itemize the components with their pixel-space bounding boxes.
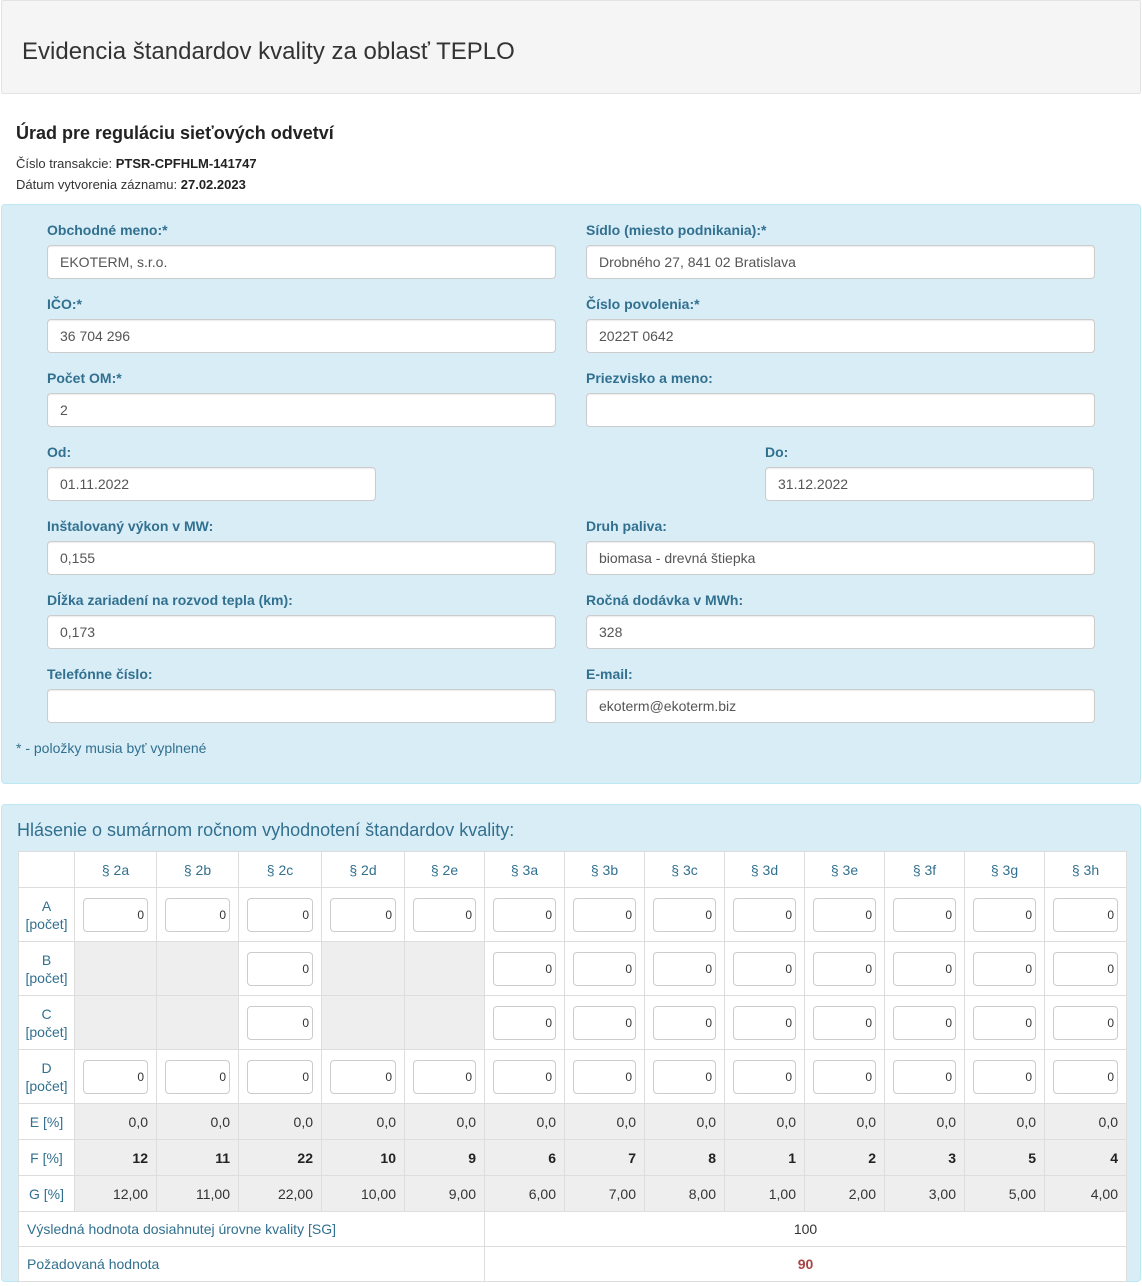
disabled-cell bbox=[157, 942, 239, 996]
report-value-row bbox=[19, 1140, 1127, 1176]
count-input[interactable]: 0 bbox=[493, 898, 556, 932]
input-cell bbox=[805, 942, 885, 996]
value-cell: 7 bbox=[565, 1140, 645, 1176]
report-title: Hlásenie o sumárnom ročnom vyhodnotení štandardov kvality: bbox=[17, 820, 515, 840]
count-input[interactable]: 0 bbox=[83, 1060, 148, 1094]
input-cell bbox=[885, 942, 965, 996]
value-cell: 0,0 bbox=[725, 1104, 805, 1140]
power-input[interactable]: 0,155 bbox=[47, 541, 556, 575]
value-cell: 10 bbox=[322, 1140, 405, 1176]
count-input[interactable]: 0 bbox=[653, 952, 716, 986]
input-cell bbox=[565, 942, 645, 996]
input-cell bbox=[805, 996, 885, 1050]
value-cell: 6,00 bbox=[485, 1176, 565, 1212]
row-label: D bbox=[41, 1059, 52, 1076]
input-cell bbox=[1045, 888, 1127, 942]
count-input[interactable]: 0 bbox=[813, 952, 876, 986]
report-input-row bbox=[19, 1050, 1127, 1104]
transaction-value: PTSR-CPFHLM-141747 bbox=[115, 156, 257, 171]
value-cell: 4,00 bbox=[1045, 1176, 1127, 1212]
person-name-label: Priezvisko a meno: bbox=[586, 370, 713, 386]
value-cell: 0,0 bbox=[405, 1104, 485, 1140]
row-label: G [%] bbox=[19, 1176, 75, 1212]
input-cell bbox=[885, 888, 965, 942]
count-input[interactable]: 0 bbox=[1053, 898, 1118, 932]
value-cell: 0,0 bbox=[965, 1104, 1045, 1140]
column-header: § 2d bbox=[322, 852, 405, 888]
input-cell bbox=[725, 942, 805, 996]
required-note: * - položky musia byť vyplnené bbox=[16, 740, 207, 756]
value-cell: 3 bbox=[885, 1140, 965, 1176]
value-cell: 1,00 bbox=[725, 1176, 805, 1212]
report-input-row bbox=[19, 942, 1127, 996]
value-cell: 22 bbox=[239, 1140, 322, 1176]
column-header: § 3e bbox=[805, 852, 885, 888]
value-cell: 22,00 bbox=[239, 1176, 322, 1212]
created-value: 27.02.2023 bbox=[180, 177, 246, 192]
count-input[interactable]: 0 bbox=[893, 1060, 956, 1094]
disabled-cell bbox=[322, 996, 405, 1050]
row-label: C bbox=[41, 1005, 52, 1022]
input-cell bbox=[239, 1050, 322, 1104]
column-header: § 2e bbox=[405, 852, 485, 888]
value-cell: 0,0 bbox=[565, 1104, 645, 1140]
count-input[interactable]: 0 bbox=[330, 1060, 396, 1094]
permit-label: Číslo povolenia:* bbox=[586, 296, 700, 312]
input-cell bbox=[645, 942, 725, 996]
input-cell bbox=[75, 888, 157, 942]
input-cell bbox=[645, 1050, 725, 1104]
power-label: Inštalovaný výkon v MW: bbox=[47, 518, 214, 534]
value-cell: 2,00 bbox=[805, 1176, 885, 1212]
input-cell bbox=[157, 1050, 239, 1104]
date-from-input[interactable]: 01.11.2022 bbox=[47, 467, 376, 501]
row-unit: [počet] bbox=[25, 915, 68, 932]
length-label: Dĺžka zariadení na rozvod tepla (km): bbox=[47, 592, 293, 608]
person-name-input[interactable] bbox=[586, 393, 1095, 427]
date-to-input[interactable]: 31.12.2022 bbox=[765, 467, 1094, 501]
count-input[interactable]: 0 bbox=[653, 898, 716, 932]
transaction-line bbox=[16, 156, 257, 172]
value-cell: 4 bbox=[1045, 1140, 1127, 1176]
annual-supply-input[interactable]: 328 bbox=[586, 615, 1095, 649]
email-label: E-mail: bbox=[586, 666, 633, 682]
value-cell: 2 bbox=[805, 1140, 885, 1176]
count-input[interactable]: 0 bbox=[1053, 1060, 1118, 1094]
count-input[interactable]: 0 bbox=[893, 898, 956, 932]
count-input[interactable]: 0 bbox=[493, 1060, 556, 1094]
value-cell: 0,0 bbox=[157, 1104, 239, 1140]
value-cell: 0,0 bbox=[485, 1104, 565, 1140]
input-cell bbox=[485, 996, 565, 1050]
value-cell: 5,00 bbox=[965, 1176, 1045, 1212]
report-table bbox=[18, 851, 1127, 1282]
result-label: Výsledná hodnota dosiahnutej úrovne kvality [SG] bbox=[19, 1212, 485, 1247]
disabled-cell bbox=[405, 996, 485, 1050]
count-input[interactable]: 0 bbox=[330, 898, 396, 932]
value-cell: 1 bbox=[725, 1140, 805, 1176]
row-label: F [%] bbox=[19, 1140, 75, 1176]
input-cell bbox=[725, 996, 805, 1050]
value-cell: 3,00 bbox=[885, 1176, 965, 1212]
column-header: § 2a bbox=[75, 852, 157, 888]
count-input[interactable]: 0 bbox=[165, 898, 230, 932]
disabled-cell bbox=[405, 942, 485, 996]
count-input[interactable]: 0 bbox=[813, 1006, 876, 1040]
column-header: § 3h bbox=[1045, 852, 1127, 888]
count-input[interactable]: 0 bbox=[493, 1006, 556, 1040]
value-cell: 11,00 bbox=[157, 1176, 239, 1212]
created-line bbox=[16, 177, 246, 193]
disabled-cell bbox=[157, 996, 239, 1050]
count-input[interactable]: 0 bbox=[733, 1060, 796, 1094]
count-input[interactable]: 0 bbox=[973, 1060, 1036, 1094]
value-cell: 7,00 bbox=[565, 1176, 645, 1212]
length-input[interactable]: 0,173 bbox=[47, 615, 556, 649]
column-header: § 3c bbox=[645, 852, 725, 888]
input-cell bbox=[485, 1050, 565, 1104]
report-value-row bbox=[19, 1104, 1127, 1140]
value-cell: 12 bbox=[75, 1140, 157, 1176]
count-input[interactable]: 0 bbox=[493, 952, 556, 986]
column-header: § 3f bbox=[885, 852, 965, 888]
input-cell bbox=[805, 1050, 885, 1104]
count-input[interactable]: 0 bbox=[733, 1006, 796, 1040]
input-cell bbox=[239, 996, 322, 1050]
value-cell: 0,0 bbox=[885, 1104, 965, 1140]
value-cell: 5 bbox=[965, 1140, 1045, 1176]
report-header-row bbox=[19, 852, 1127, 888]
row-unit: [počet] bbox=[25, 969, 68, 986]
input-cell bbox=[725, 888, 805, 942]
org-block bbox=[16, 122, 334, 144]
transaction-label: Číslo transakcie: bbox=[16, 156, 113, 171]
input-cell bbox=[157, 888, 239, 942]
required-row bbox=[19, 1247, 1127, 1282]
input-cell bbox=[805, 888, 885, 942]
value-cell: 0,0 bbox=[1045, 1104, 1127, 1140]
input-cell bbox=[239, 888, 322, 942]
count-input[interactable]: 0 bbox=[973, 898, 1036, 932]
input-cell bbox=[565, 888, 645, 942]
org-name: Úrad pre reguláciu sieťových odvetví bbox=[16, 123, 334, 143]
column-header: § 2b bbox=[157, 852, 239, 888]
report-input-row bbox=[19, 996, 1127, 1050]
input-cell bbox=[565, 996, 645, 1050]
input-cell bbox=[322, 1050, 405, 1104]
value-cell: 0,0 bbox=[805, 1104, 885, 1140]
input-cell bbox=[885, 996, 965, 1050]
input-cell bbox=[239, 942, 322, 996]
input-cell bbox=[405, 1050, 485, 1104]
business-name-input[interactable]: EKOTERM, s.r.o. bbox=[47, 245, 556, 279]
value-cell: 0,0 bbox=[322, 1104, 405, 1140]
count-input[interactable]: 0 bbox=[573, 898, 636, 932]
value-cell: 6 bbox=[485, 1140, 565, 1176]
input-cell bbox=[965, 1050, 1045, 1104]
required-value: 90 bbox=[485, 1247, 1127, 1282]
count-input[interactable]: 0 bbox=[1053, 1006, 1118, 1040]
value-cell: 9 bbox=[405, 1140, 485, 1176]
row-label: B bbox=[41, 951, 52, 968]
value-cell: 0,0 bbox=[75, 1104, 157, 1140]
count-input[interactable]: 0 bbox=[247, 952, 313, 986]
count-input[interactable]: 0 bbox=[733, 952, 796, 986]
row-label: E [%] bbox=[19, 1104, 75, 1140]
column-header: § 2c bbox=[239, 852, 322, 888]
column-header: § 3d bbox=[725, 852, 805, 888]
email-input[interactable]: ekoterm@ekoterm.biz bbox=[586, 689, 1095, 723]
count-input[interactable]: 0 bbox=[413, 898, 476, 932]
row-header bbox=[19, 942, 75, 996]
result-row bbox=[19, 1212, 1127, 1247]
input-cell bbox=[1045, 996, 1127, 1050]
date-from-label: Od: bbox=[47, 444, 72, 460]
row-unit: [počet] bbox=[25, 1023, 68, 1040]
seat-label: Sídlo (miesto podnikania):* bbox=[586, 222, 767, 238]
column-header: § 3g bbox=[965, 852, 1045, 888]
input-cell bbox=[1045, 1050, 1127, 1104]
value-cell: 0,0 bbox=[239, 1104, 322, 1140]
om-count-label: Počet OM:* bbox=[47, 370, 122, 386]
count-input[interactable]: 0 bbox=[813, 1060, 876, 1094]
count-input[interactable]: 0 bbox=[733, 898, 796, 932]
row-unit: [počet] bbox=[25, 1077, 68, 1094]
column-header: § 3a bbox=[485, 852, 565, 888]
value-cell: 9,00 bbox=[405, 1176, 485, 1212]
value-cell: 11 bbox=[157, 1140, 239, 1176]
input-cell bbox=[885, 1050, 965, 1104]
input-cell bbox=[322, 888, 405, 942]
count-input[interactable]: 0 bbox=[573, 1060, 636, 1094]
count-input[interactable]: 0 bbox=[83, 898, 148, 932]
value-cell: 8,00 bbox=[645, 1176, 725, 1212]
input-cell bbox=[965, 942, 1045, 996]
count-input[interactable]: 0 bbox=[653, 1060, 716, 1094]
required-label: Požadovaná hodnota bbox=[19, 1247, 485, 1282]
om-count-input[interactable]: 2 bbox=[47, 393, 556, 427]
input-cell bbox=[75, 1050, 157, 1104]
phone-input[interactable] bbox=[47, 689, 556, 723]
count-input[interactable]: 0 bbox=[893, 1006, 956, 1040]
corner-cell bbox=[19, 852, 75, 888]
phone-label: Telefónne číslo: bbox=[47, 666, 153, 682]
page-title: Evidencia štandardov kvality za oblasť TEPLO bbox=[22, 38, 515, 65]
count-input[interactable]: 0 bbox=[247, 1006, 313, 1040]
permit-input[interactable]: 2022T 0642 bbox=[586, 319, 1095, 353]
business-name-label: Obchodné meno:* bbox=[47, 222, 168, 238]
annual-supply-label: Ročná dodávka v MWh: bbox=[586, 592, 744, 608]
count-input[interactable]: 0 bbox=[413, 1060, 476, 1094]
fuel-label: Druh paliva: bbox=[586, 518, 667, 534]
disabled-cell bbox=[75, 996, 157, 1050]
row-header bbox=[19, 888, 75, 942]
count-input[interactable]: 0 bbox=[247, 898, 313, 932]
input-cell bbox=[725, 1050, 805, 1104]
report-panel bbox=[1, 804, 1141, 1282]
input-cell bbox=[1045, 942, 1127, 996]
value-cell: 10,00 bbox=[322, 1176, 405, 1212]
count-input[interactable]: 0 bbox=[165, 1060, 230, 1094]
row-header bbox=[19, 996, 75, 1050]
disabled-cell bbox=[322, 942, 405, 996]
count-input[interactable]: 0 bbox=[653, 1006, 716, 1040]
row-label: A bbox=[41, 897, 52, 914]
column-header: § 3b bbox=[565, 852, 645, 888]
input-cell bbox=[965, 888, 1045, 942]
count-input[interactable]: 0 bbox=[573, 1006, 636, 1040]
count-input[interactable]: 0 bbox=[1053, 952, 1118, 986]
input-cell bbox=[565, 1050, 645, 1104]
input-cell bbox=[965, 996, 1045, 1050]
disabled-cell bbox=[75, 942, 157, 996]
report-value-row bbox=[19, 1176, 1127, 1212]
input-cell bbox=[645, 888, 725, 942]
count-input[interactable]: 0 bbox=[573, 952, 636, 986]
input-cell bbox=[645, 996, 725, 1050]
value-cell: 12,00 bbox=[75, 1176, 157, 1212]
report-input-row bbox=[19, 888, 1127, 942]
row-header bbox=[19, 1050, 75, 1104]
result-value: 100 bbox=[485, 1212, 1127, 1247]
seat-input[interactable]: Drobného 27, 841 02 Bratislava bbox=[586, 245, 1095, 279]
count-input[interactable]: 0 bbox=[893, 952, 956, 986]
ico-label: IČO:* bbox=[47, 296, 82, 312]
fuel-input[interactable]: biomasa - drevná štiepka bbox=[586, 541, 1095, 575]
page-header bbox=[1, 0, 1141, 94]
value-cell: 8 bbox=[645, 1140, 725, 1176]
value-cell: 0,0 bbox=[645, 1104, 725, 1140]
count-input[interactable]: 0 bbox=[973, 1006, 1036, 1040]
ico-input[interactable]: 36 704 296 bbox=[47, 319, 556, 353]
count-input[interactable]: 0 bbox=[247, 1060, 313, 1094]
report-body bbox=[19, 888, 1127, 1282]
input-cell bbox=[405, 888, 485, 942]
input-cell bbox=[485, 942, 565, 996]
count-input[interactable]: 0 bbox=[973, 952, 1036, 986]
created-label: Dátum vytvorenia záznamu: bbox=[16, 177, 178, 192]
count-input[interactable]: 0 bbox=[813, 898, 876, 932]
date-to-label: Do: bbox=[765, 444, 789, 460]
input-cell bbox=[485, 888, 565, 942]
